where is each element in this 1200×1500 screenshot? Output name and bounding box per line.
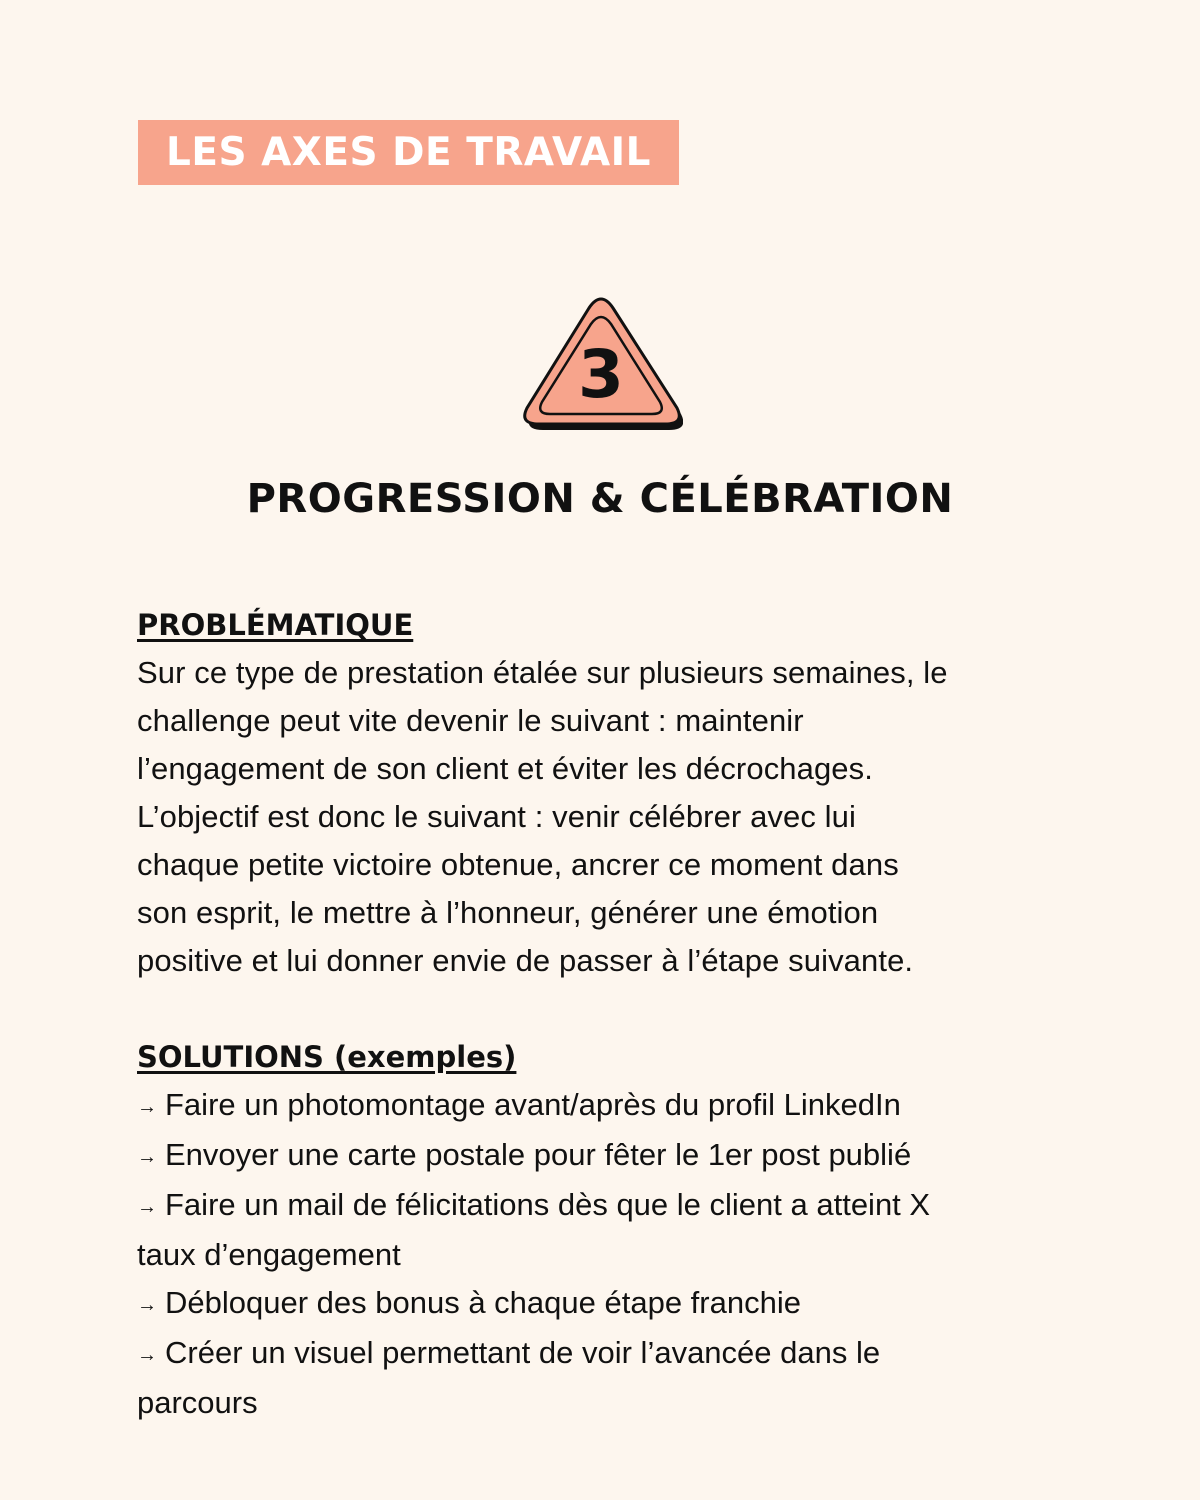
list-item-text: parcours — [137, 1385, 258, 1420]
list-item — [137, 1279, 1087, 1329]
list-item-text: Envoyer une carte postale pour fêter le 1er post publié — [165, 1137, 912, 1172]
problem-section — [137, 601, 1087, 985]
problem-line: challenge peut vite devenir le suivant : maintenir — [137, 703, 804, 738]
list-item-text: Débloquer des bonus à chaque étape franchie — [165, 1285, 801, 1320]
list-item-text: Créer un visuel permettant de voir l’avancée dans le — [165, 1335, 881, 1370]
badge-number: 3 — [578, 336, 624, 413]
triangle-icon — [521, 290, 683, 434]
list-item-text: Faire un photomontage avant/après du profil LinkedIn — [165, 1087, 901, 1122]
section-tag: LES AXES DE TRAVAIL — [138, 120, 679, 185]
solutions-list — [137, 1081, 1087, 1427]
problem-text — [137, 649, 1087, 985]
page-title: PROGRESSION & CÉLÉBRATION — [246, 476, 954, 522]
list-item-continuation — [137, 1231, 1087, 1279]
list-item — [137, 1131, 1087, 1181]
arrow-right-icon: → — [137, 1294, 157, 1316]
list-item-text: taux d’engagement — [137, 1237, 401, 1272]
arrow-right-icon: → — [137, 1196, 157, 1218]
list-item-continuation — [137, 1379, 1087, 1427]
triangle-number-badge — [521, 290, 683, 434]
solutions-heading: SOLUTIONS (exemples) — [137, 1040, 517, 1074]
list-item — [137, 1329, 1087, 1379]
problem-heading: PROBLÉMATIQUE — [137, 608, 414, 642]
problem-line: chaque petite victoire obtenue, ancrer ce moment dans — [137, 847, 899, 882]
list-item — [137, 1181, 1087, 1231]
problem-line: son esprit, le mettre à l’honneur, générer une émotion — [137, 895, 879, 930]
problem-line: L’objectif est donc le suivant : venir célébrer avec lui — [137, 799, 856, 834]
problem-line: Sur ce type de prestation étalée sur plusieurs semaines, le — [137, 655, 948, 690]
list-item — [137, 1081, 1087, 1131]
problem-line: l’engagement de son client et éviter les décrochages. — [137, 751, 873, 786]
list-item-text: Faire un mail de félicitations dès que le client a atteint X — [165, 1187, 931, 1222]
problem-line: positive et lui donner envie de passer à l’étape suivante. — [137, 943, 914, 978]
arrow-right-icon: → — [137, 1096, 157, 1118]
solutions-section — [137, 1033, 1087, 1427]
arrow-right-icon: → — [137, 1344, 157, 1366]
arrow-right-icon: → — [137, 1146, 157, 1168]
